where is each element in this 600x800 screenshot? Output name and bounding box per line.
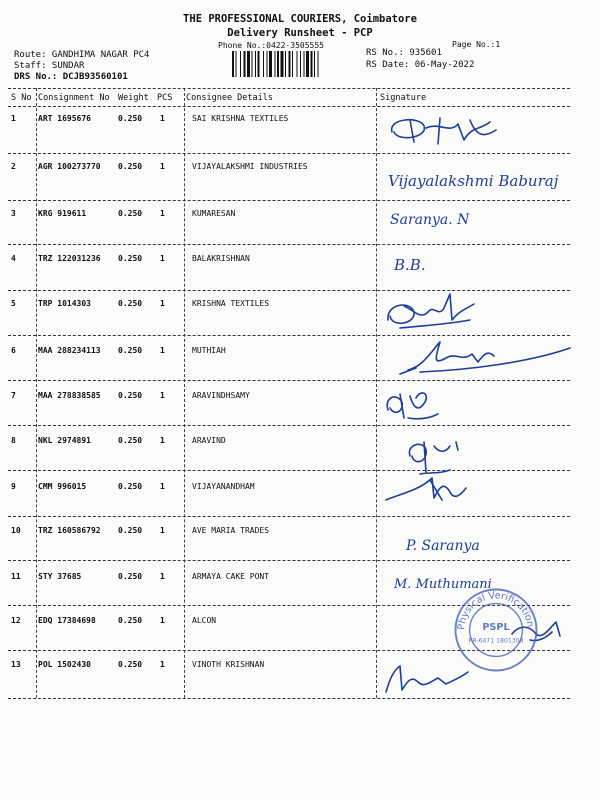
row-weight: 0.250 <box>118 572 143 581</box>
column-divider <box>184 88 185 698</box>
row-consignment-no: CMM 996015 <box>38 482 87 491</box>
row-weight: 0.250 <box>118 526 143 535</box>
row-weight: 0.250 <box>118 162 143 171</box>
row-consignment-no: NKL 2974891 <box>38 436 91 445</box>
barcode-bar <box>277 51 279 77</box>
barcode-bar <box>281 51 284 77</box>
row-consignment-no: EDQ 17384698 <box>38 616 96 625</box>
col-header-weight: Weight <box>118 93 149 103</box>
row-sno: 5 <box>11 299 16 308</box>
barcode-bar <box>252 51 253 77</box>
row-weight: 0.250 <box>118 482 143 491</box>
signature-row-1 <box>380 110 570 154</box>
col-header-consignee: Consignee Details <box>186 93 273 103</box>
company-name: THE PROFESSIONAL COURIERS, Coimbatore <box>183 13 417 25</box>
row-weight: 0.250 <box>118 436 143 445</box>
barcode-bar <box>267 51 268 77</box>
row-sno: 1 <box>11 114 16 123</box>
row-weight: 0.250 <box>118 114 143 123</box>
row-sno: 9 <box>11 482 16 491</box>
row-weight: 0.250 <box>118 209 143 218</box>
col-header-signature: Signature <box>380 93 427 103</box>
staff: Staff: SUNDAR <box>14 61 85 71</box>
barcode-bar <box>247 51 250 77</box>
signature-row-2 <box>380 158 570 202</box>
row-consignee: AVE MARIA TRADES <box>192 526 270 535</box>
sheet-title: Delivery Runsheet - PCP <box>227 27 373 39</box>
row-sno: 4 <box>11 254 16 263</box>
signature-text: B.B. <box>394 256 426 274</box>
signature-row-5 <box>380 290 570 334</box>
row-consignment-no: TRP 1014303 <box>38 299 91 308</box>
row-pcs: 1 <box>160 616 165 625</box>
col-header-sno: S No <box>11 93 32 103</box>
row-sno: 3 <box>11 209 16 218</box>
row-consignee: BALAKRISHNAN <box>192 254 250 263</box>
signature-text: Vijayalakshmi Baburaj <box>388 172 559 190</box>
stamp-text: Physical Verification <box>456 590 536 631</box>
row-pcs: 1 <box>160 346 165 355</box>
row-pcs: 1 <box>160 299 165 308</box>
drs-number: DRS No.: DCJB93560101 <box>14 72 128 82</box>
row-consignee: KRISHNA TEXTILES <box>192 299 270 308</box>
barcode-bar <box>275 51 276 77</box>
row-consignee: MUTHIAH <box>192 346 226 355</box>
row-consignee: VIJAYANANDHAM <box>192 482 255 491</box>
rs-number: RS No.: 935601 <box>366 48 442 58</box>
row-pcs: 1 <box>160 254 165 263</box>
barcode-bar <box>300 51 301 77</box>
row-consignment-no: POL 1502430 <box>38 660 91 669</box>
row-consignment-no: STY 37685 <box>38 572 82 581</box>
barcode-bar <box>263 51 264 77</box>
row-pcs: 1 <box>160 209 165 218</box>
row-weight: 0.250 <box>118 299 143 308</box>
row-sno: 11 <box>11 572 21 581</box>
column-divider <box>36 88 37 698</box>
row-sno: 13 <box>11 660 21 669</box>
barcode-bar <box>289 51 291 77</box>
row-consignment-no: TRZ 160586792 <box>38 526 101 535</box>
stamp-code-text: PR-6471 1801308 <box>468 637 524 645</box>
barcode-bar <box>285 51 286 77</box>
barcode <box>232 51 354 77</box>
signature-row-4 <box>380 244 570 288</box>
row-sno: 10 <box>11 526 21 535</box>
row-sno: 2 <box>11 162 16 171</box>
barcode-bar <box>306 51 309 77</box>
signature-text: M. Muthumani <box>394 577 492 592</box>
row-sno: 12 <box>11 616 21 625</box>
row-pcs: 1 <box>160 162 165 171</box>
row-consignee: ARMAYA CAKE PONT <box>192 572 270 581</box>
stamp-inner-text: PSPL <box>482 622 510 633</box>
barcode-bar <box>236 51 237 77</box>
barcode-bar <box>311 51 313 77</box>
row-pcs: 1 <box>160 660 165 669</box>
row-sno: 7 <box>11 391 16 400</box>
row-pcs: 1 <box>160 572 165 581</box>
row-consignee: SAI KRISHNA TEXTILES <box>192 114 289 123</box>
row-pcs: 1 <box>160 391 165 400</box>
row-consignee: ALCON <box>192 616 217 625</box>
route: Route: GANDHIMA NAGAR PC4 <box>14 50 150 60</box>
row-sno: 6 <box>11 346 16 355</box>
row-consignment-no: ART 1695676 <box>38 114 91 123</box>
row-pcs: 1 <box>160 526 165 535</box>
row-weight: 0.250 <box>118 616 143 625</box>
row-consignee: VIJAYALAKSHMI INDUSTRIES <box>192 162 308 171</box>
barcode-bar <box>297 51 298 77</box>
barcode-bar <box>269 51 272 77</box>
signature-row-9 <box>380 470 570 514</box>
barcode-bar <box>244 51 246 77</box>
barcode-bar <box>314 51 315 77</box>
row-consignee: VINOTH KRISHNAN <box>192 660 265 669</box>
row-divider <box>8 516 570 517</box>
row-consignee: KUMARESAN <box>192 209 236 218</box>
row-weight: 0.250 <box>118 346 143 355</box>
barcode-bar <box>232 51 234 77</box>
col-header-consignment: Consignment No <box>38 93 110 103</box>
row-consignee: ARAVINDHSAMY <box>192 391 250 400</box>
row-divider <box>8 425 570 426</box>
row-pcs: 1 <box>160 436 165 445</box>
signature-row-7 <box>380 380 570 424</box>
row-pcs: 1 <box>160 482 165 491</box>
row-weight: 0.250 <box>118 660 143 669</box>
row-consignment-no: AGR 100273770 <box>38 162 101 171</box>
barcode-bar <box>304 51 305 77</box>
barcode-bar <box>292 51 293 77</box>
barcode-bar <box>240 51 241 77</box>
signature-text: Saranya. N <box>390 212 470 228</box>
page-number: Page No.:1 <box>452 40 501 49</box>
verification-stamp <box>452 586 540 674</box>
header-top-rule <box>8 88 570 89</box>
rs-date: RS Date: 06-May-2022 <box>366 60 475 70</box>
barcode-bar <box>258 51 260 77</box>
row-consignment-no: MAA 288234113 <box>38 346 101 355</box>
signature-row-6 <box>380 336 570 380</box>
col-header-pcs: PCS <box>157 93 173 103</box>
row-consignee: ARAVIND <box>192 436 226 445</box>
phone-number: Phone No.:0422-3505555 <box>218 41 324 50</box>
header-bottom-rule <box>8 106 570 107</box>
row-consignment-no: TRZ 122031236 <box>38 254 101 263</box>
signature-text: P. Saranya <box>406 538 480 554</box>
row-consignment-no: MAA 278838585 <box>38 391 101 400</box>
row-weight: 0.250 <box>118 254 143 263</box>
column-divider <box>376 88 377 698</box>
row-pcs: 1 <box>160 114 165 123</box>
signature-row-3 <box>380 200 570 244</box>
row-weight: 0.250 <box>118 391 143 400</box>
row-sno: 8 <box>11 436 16 445</box>
barcode-bar <box>318 51 319 77</box>
barcode-bar <box>255 51 256 77</box>
row-consignment-no: KRG 919611 <box>38 209 87 218</box>
